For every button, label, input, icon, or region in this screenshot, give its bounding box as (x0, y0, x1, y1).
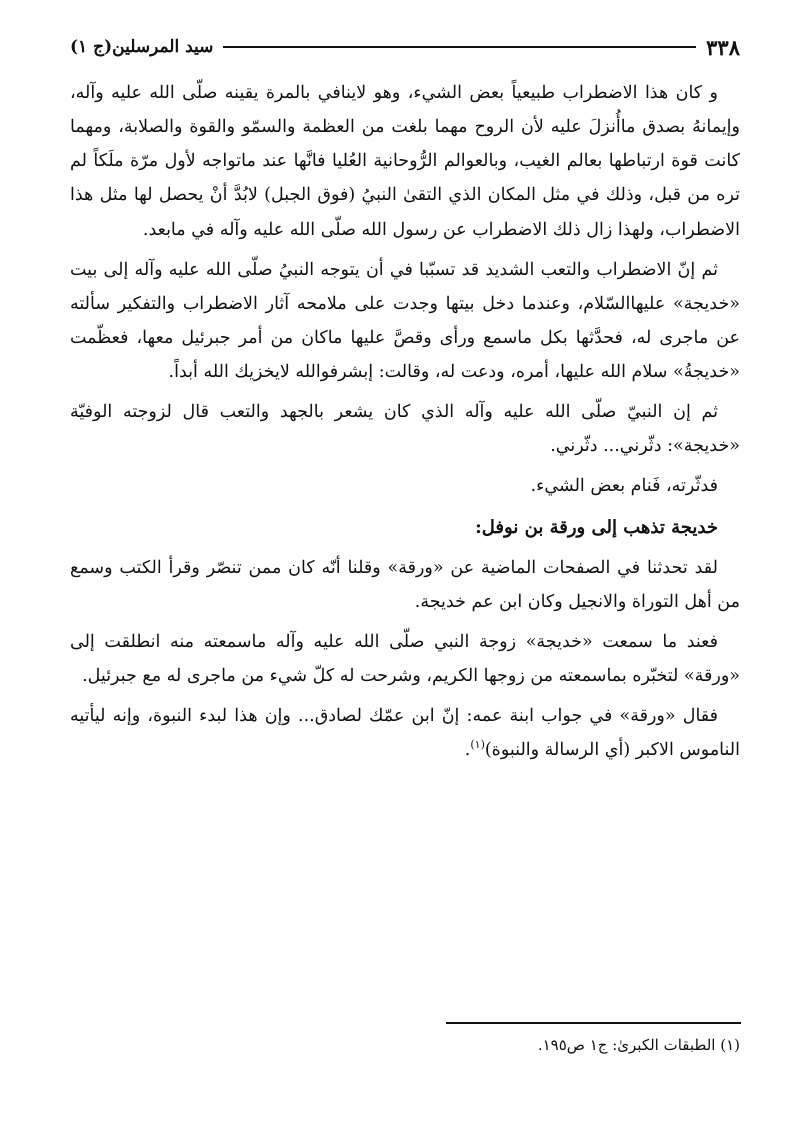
paragraph: و كان هذا الاضطراب طبيعياً بعض الشيء، وهو لاينافي بالمرة يقينه صلّى الله عليه وآله، وإيمانهُ بصدق ماأُنزلَ عليه لأن الروح مهما بلغت من العظمة والسمّو والقوة والصلابة، ومهما كانت قوة ارتباطها بعالم الغيب، وبالعوالم الرُّوحانية العُليا فانَّها عند ماتواجه لأول مرّة ملَكاً لم تره من قبل، وذلك في مثل المكان الذي التقىٰ النبيُ (فوق الجبل) لابُدَّ أنْ يحصل لها مثل هذا الاضطراب، ولهذا زال ذلك الاضطراب عن رسول الله صلّى الله عليه وآله في مابعد. (70, 83, 740, 240)
paragraph-end: . (464, 740, 471, 761)
section-heading: خديجة تذهب إلى ورقة بن نوفل: (475, 516, 718, 538)
footnote: (١) الطبقات الكبرىٰ: ج١ ص١٩٥. (537, 1036, 740, 1054)
paragraph: ثم إن النبيّ صلّى الله عليه وآله الذي كان يشعر بالجهد والتعب قال لزوجته الوفيّة «خديجة»: دثّرني... دثّرني. (70, 402, 740, 457)
paragraph-with-footnote (70, 699, 740, 767)
footnote-rule (446, 1022, 741, 1024)
page-number: ٣٣٨ (706, 34, 740, 60)
page-body (70, 76, 740, 773)
paragraph: فعند ما سمعت «خديجة» زوجة النبي صلّى الله عليه وآله ماسمعته منه انطلقت إلى «ورقة» لتخبّره بماسمعته من زوجها الكريم، وشرحت له كلّ شيء من ماجرى له مع جبرئيل. (70, 631, 740, 686)
paragraph: لقد تحدثنا في الصفحات الماضية عن «ورقة» وقلنا أنّه كان ممن تنصّر وقرأ الكتب وسمع من أهل التوراة والانجيل وكان ابن عم خديجة. (70, 557, 740, 612)
running-title: سيد المرسلين(ج ١) (70, 37, 214, 57)
header-rule (223, 46, 696, 48)
paragraph: فدثّرته، فَنام بعض الشيء. (530, 476, 718, 497)
paragraph-text: فقال «ورقة» في جواب ابنة عمه: إنّ ابن عمّك لصادق... وإن هذا لبدء النبوة، وإنه ليأتيه الناموس الاكبر (أي الرسالة والنبوة) (70, 706, 740, 761)
paragraph: ثم إنّ الاضطراب والتعب الشديد قد تسبّبا في أن يتوجه النبيُ صلّى الله عليه وآله إلى بيت «خديجة» عليهاالسّلام، وعندما دخل بيتها وجدت على ملامحه آثار الاضطراب والتفكير سألته عن ماجرى له، فحدَّثها بكل ماسمع ورأى وقصَّ عليها ماكان من أمر جبرئيل معها، فعظّمت «خديجةُ» سلام الله عليها، أمره، ودعت له، وقالت: إبشرفوالله لايخزيك الله أبداً. (70, 259, 740, 382)
footnote-marker: (١) (470, 738, 485, 752)
page-header (70, 30, 740, 64)
